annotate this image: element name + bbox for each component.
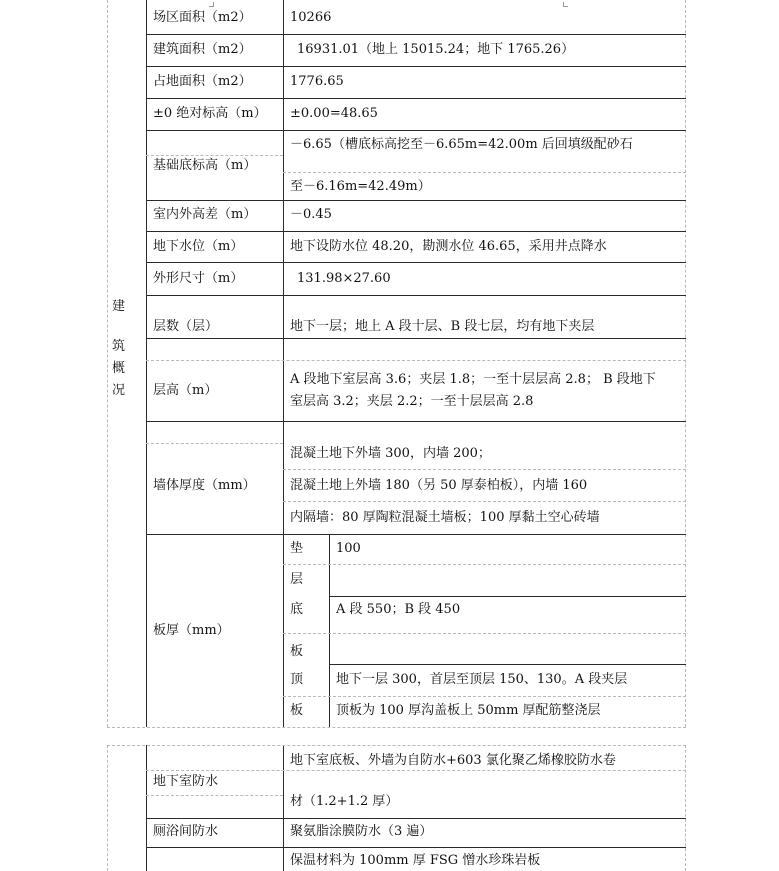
slab-cushion-value: 100 <box>336 541 361 556</box>
zero-elev-value: ±0.00=48.65 <box>290 106 378 121</box>
basement-wp-value-line1: 地下室底板、外墙为自防水+603 氯化聚乙烯橡胶防水卷 <box>290 753 616 768</box>
dimensions-value: 131.98×27.60 <box>297 271 391 286</box>
crop-mark-left <box>209 2 214 7</box>
slab-cushion-char-1: 垫 <box>290 541 304 556</box>
floors-value: 地下一层；地上 A 段十层、B 段七层，均有地下夹层 <box>290 319 595 334</box>
slab-top-char-1: 顶 <box>290 672 304 687</box>
bath-wp-label: 厕浴间防水 <box>153 824 219 839</box>
groundwater-value: 地下设防水位 48.20，勘测水位 46.65，采用井点降水 <box>290 239 607 254</box>
site-area-label: 场区面积（m2） <box>153 10 252 25</box>
zero-elev-label: ±0 绝对标高（m） <box>153 106 267 121</box>
foundation-value-line2: 至－6.16m=42.49m） <box>290 179 431 194</box>
slab-bottom-value: A 段 550；B 段 450 <box>336 602 461 617</box>
wall-value-line3: 内隔墙：80 厚陶粒混凝土墙板；100 厚黏土空心砖墙 <box>290 510 600 525</box>
section-char-4: 况 <box>112 383 126 398</box>
basement-wp-label: 地下室防水 <box>153 774 219 789</box>
footprint-label: 占地面积（m2） <box>153 74 252 89</box>
wall-value-line2: 混凝土地上外墙 180（另 50 厚泰柏板），内墙 160 <box>290 478 588 493</box>
site-area-value: 10266 <box>290 10 332 25</box>
height-diff-label: 室内外高差（m） <box>153 207 257 222</box>
crop-mark-right <box>563 2 568 7</box>
slab-top-value-line1: 地下一层 300，首层至顶层 150、130。A 段夹层 <box>336 672 628 687</box>
dimensions-label: 外形尺寸（m） <box>153 271 244 286</box>
foundation-value-line1: －6.65（槽底标高挖至－6.65m=42.00m 后回填级配砂石 <box>290 137 633 152</box>
building-area-label: 建筑面积（m2） <box>153 42 252 57</box>
foundation-label: 基础底标高（m） <box>153 158 257 173</box>
height-diff-value: －0.45 <box>290 207 332 222</box>
footprint-value: 1776.65 <box>290 74 344 89</box>
floor-height-value-line1: A 段地下室层高 3.6；夹层 1.8；一至十层层高 2.8； B 段地下 <box>290 372 656 387</box>
slab-top-char-2: 板 <box>290 703 304 718</box>
basement-wp-value-line2: 材（1.2+1.2 厚） <box>290 794 399 809</box>
groundwater-label: 地下水位（m） <box>153 239 244 254</box>
slab-bottom-char-2: 板 <box>290 644 304 659</box>
section-char-1: 建 <box>112 299 126 314</box>
slab-bottom-char-1: 底 <box>290 602 304 617</box>
slab-label: 板厚（mm） <box>153 623 230 638</box>
floors-label: 层数（层） <box>153 319 219 334</box>
insulation-value: 保温材料为 100mm 厚 FSG 憎水珍珠岩板 <box>290 853 541 868</box>
wall-value-line1: 混凝土地下外墙 300，内墙 200； <box>290 446 491 461</box>
floor-height-label: 层高（m） <box>153 383 218 398</box>
slab-top-value-line2: 顶板为 100 厚沟盖板上 50mm 厚配筋整浇层 <box>336 703 601 718</box>
bath-wp-value: 聚氨脂涂膜防水（3 遍） <box>290 824 433 839</box>
wall-label: 墙体厚度（mm） <box>153 478 256 493</box>
section-char-2: 筑 <box>112 339 126 354</box>
building-area-value: 16931.01（地上 15015.24；地下 1765.26） <box>297 42 575 57</box>
floor-height-value-line2: 室层高 3.2；夹层 2.2；一至十层层高 2.8 <box>290 394 534 409</box>
slab-cushion-char-2: 层 <box>290 572 304 587</box>
section-char-3: 概 <box>112 361 126 376</box>
